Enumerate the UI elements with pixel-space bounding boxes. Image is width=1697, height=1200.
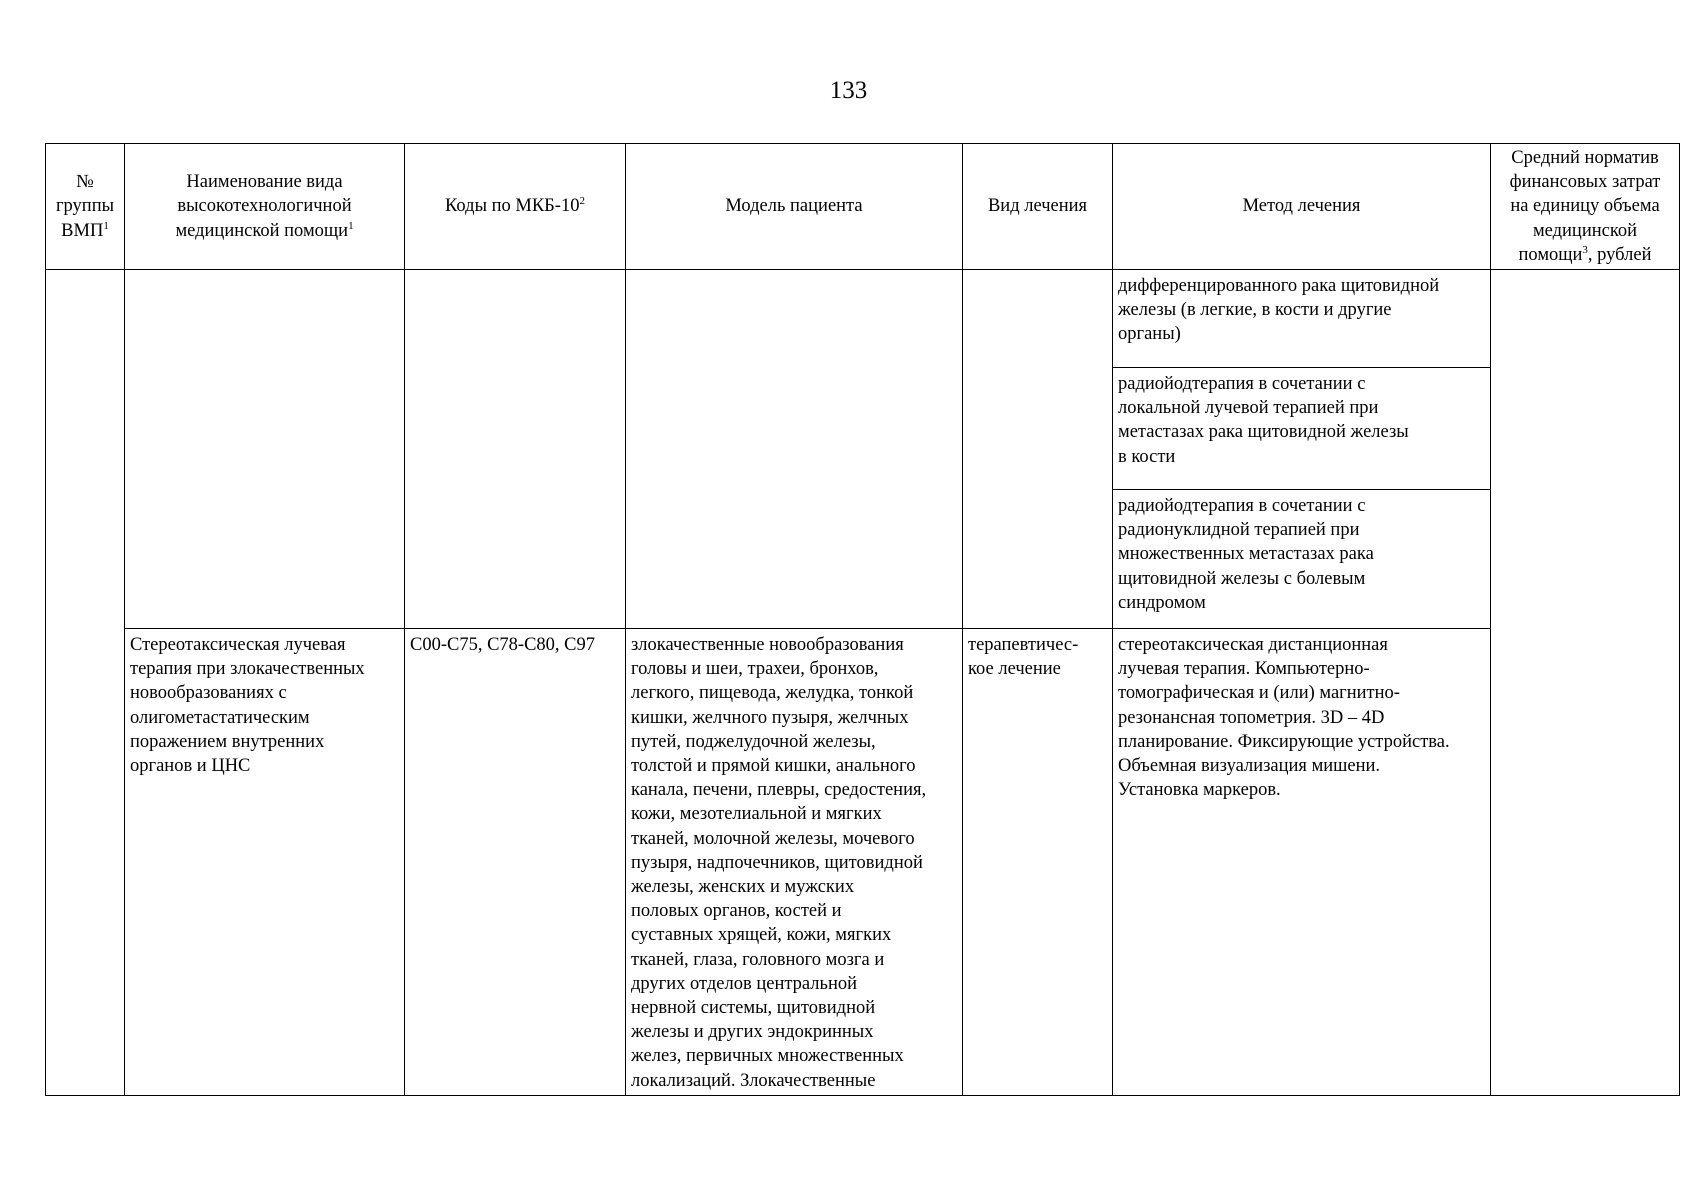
table-row xyxy=(46,270,1680,368)
header-average-cost: Средний норматив финансовых затрат на единицу объема медицинской помощи$^3$, рублей xyxy=(1491,144,1680,270)
cell-method-radioiodine-local: радиойодтерапия в сочетании с локальной лучевой терапией при метастазах рака щитовидной железы в кости xyxy=(1113,368,1491,490)
header-treatment-type: Вид лечения xyxy=(963,144,1113,270)
table-row xyxy=(46,629,1680,1096)
header-patient-model: Модель пациента xyxy=(626,144,963,270)
cell-treatment-type-empty xyxy=(963,270,1113,629)
header-care-type-name: Наименование вида высокотехнологичной медицинской помощи$^1$ xyxy=(125,144,405,270)
header-treatment-method: Метод лечения xyxy=(1113,144,1491,270)
header-icd-codes: Коды по МКБ-$10^2$ xyxy=(405,144,626,270)
cell-average-cost xyxy=(1491,270,1680,1096)
cell-group-number xyxy=(46,270,125,1096)
cell-patient-model-empty xyxy=(626,270,963,629)
cell-treatment-type: терапевтичес- кое лечение xyxy=(963,629,1113,1096)
cell-care-type-name: Стереотаксическая лучевая терапия при злокачественных новообразованиях с олигометастатическим поражением внутренних органов и ЦНС xyxy=(125,629,405,1096)
cell-icd-codes: C00-C75, C78-C80, C97 xyxy=(405,629,626,1096)
cell-care-type-name-empty xyxy=(125,270,405,629)
cell-method-radioiodine-radionuclide: радиойодтерапия в сочетании с радионуклидной терапией при множественных метастазах рака щитовидной железы с болевым синдромом xyxy=(1113,490,1491,629)
cell-method-continuation: дифференцированного рака щитовидной железы (в легкие, в кости и другие органы) xyxy=(1113,270,1491,368)
header-group-number: № группы ВМП$^1$ xyxy=(46,144,125,270)
vmp-table xyxy=(45,143,1680,1096)
page-number: 133 xyxy=(829,77,868,104)
cell-patient-model: злокачественные новообразования головы и шеи, трахеи, бронхов, легкого, пищевода, желудка, тонкой кишки, желчного пузыря, желчных путей, поджелудочной железы, толстой и прямой кишки, анального канала, печени, плевры, средостения, кожи, мезотелиальной и мягких тканей, молочной железы, мочевого пузыря, надпочечников, щитовидной железы, женских и мужских половых органов, костей и суставных хрящей, кожи, мягких тканей, глаза, головного мозга и других отделов центральной нервной системы, щитовидной железы и других эндокринных желез, первичных множественных локализаций. Злокачественные xyxy=(626,629,963,1096)
cell-treatment-method: стереотаксическая дистанционная лучевая терапия. Компьютерно- томографическая и (или) магнитно- резонансная топометрия. 3D – 4D планирование. Фиксирующие устройства. Объемная визуализация мишени. Установка маркеров. xyxy=(1113,629,1491,1096)
table-header-row xyxy=(46,144,1680,270)
cell-icd-codes-empty xyxy=(405,270,626,629)
